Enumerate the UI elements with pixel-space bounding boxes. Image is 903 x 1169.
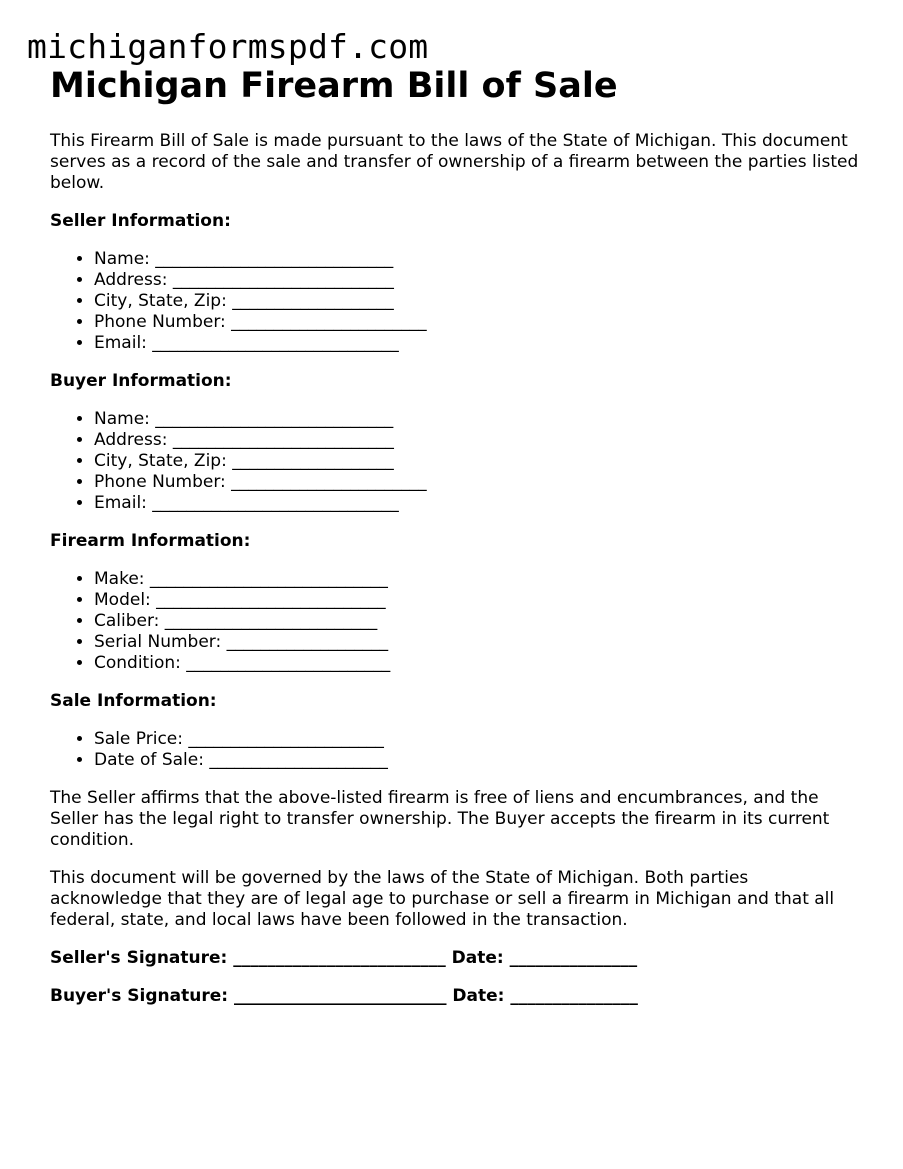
governing-law-paragraph: This document will be governed by the laws of the State of Michigan. Both parties acknowledge that they are of legal age to purchase or sell a firearm in Michigan and that all federal, state, and local laws have been followed in the transaction.: [50, 868, 835, 930]
document-title: Michigan Firearm Bill of Sale: [50, 66, 618, 106]
buyer-signature-line: Buyer's Signature: _________________________ Date: _______________: [50, 986, 638, 1006]
firearm-condition-field: • Condition: ________________________: [94, 653, 860, 674]
site-watermark: michiganformspdf.com: [27, 27, 429, 66]
seller-email-field: • Email: _____________________________: [94, 333, 860, 354]
sale-information-heading: Sale Information:: [50, 691, 217, 711]
seller-address-field: • Address: __________________________: [94, 270, 860, 291]
buyer-address-field: • Address: __________________________: [94, 430, 860, 451]
buyer-city-state-zip-field: • City, State, Zip: ___________________: [94, 451, 860, 472]
buyer-phone-field: • Phone Number: _______________________: [94, 472, 860, 493]
seller-name-field: • Name: ____________________________: [94, 249, 860, 270]
firearm-serial-number-field: • Serial Number: ___________________: [94, 632, 860, 653]
seller-phone-field: • Phone Number: _______________________: [94, 312, 860, 333]
seller-city-state-zip-field: • City, State, Zip: ___________________: [94, 291, 860, 312]
affirmation-paragraph: The Seller affirms that the above-listed firearm is free of liens and encumbrances, and the Seller has the legal right to transfer ownership. The Buyer accepts the firearm in its current condition.: [50, 788, 830, 850]
buyer-information-list: [50, 409, 860, 514]
seller-signature-line: Seller's Signature: _________________________ Date: _______________: [50, 948, 638, 968]
buyer-information-heading: Buyer Information:: [50, 371, 232, 391]
buyer-name-field: • Name: ____________________________: [94, 409, 860, 430]
seller-information-heading: Seller Information:: [50, 211, 231, 231]
firearm-make-field: • Make: ____________________________: [94, 569, 860, 590]
sale-price-field: • Sale Price: _______________________: [94, 729, 860, 750]
sale-date-field: • Date of Sale: _____________________: [94, 750, 860, 771]
sale-information-list: [50, 729, 860, 771]
firearm-information-list: [50, 569, 860, 674]
intro-paragraph: This Firearm Bill of Sale is made pursuant to the laws of the State of Michigan. This document serves as a record of the sale and transfer of ownership of a firearm between the parties listed below.: [50, 131, 859, 193]
firearm-model-field: • Model: ___________________________: [94, 590, 860, 611]
firearm-information-heading: Firearm Information:: [50, 531, 251, 551]
buyer-email-field: • Email: _____________________________: [94, 493, 860, 514]
seller-information-list: [50, 249, 860, 354]
firearm-caliber-field: • Caliber: _________________________: [94, 611, 860, 632]
document-page: [50, 64, 860, 1007]
